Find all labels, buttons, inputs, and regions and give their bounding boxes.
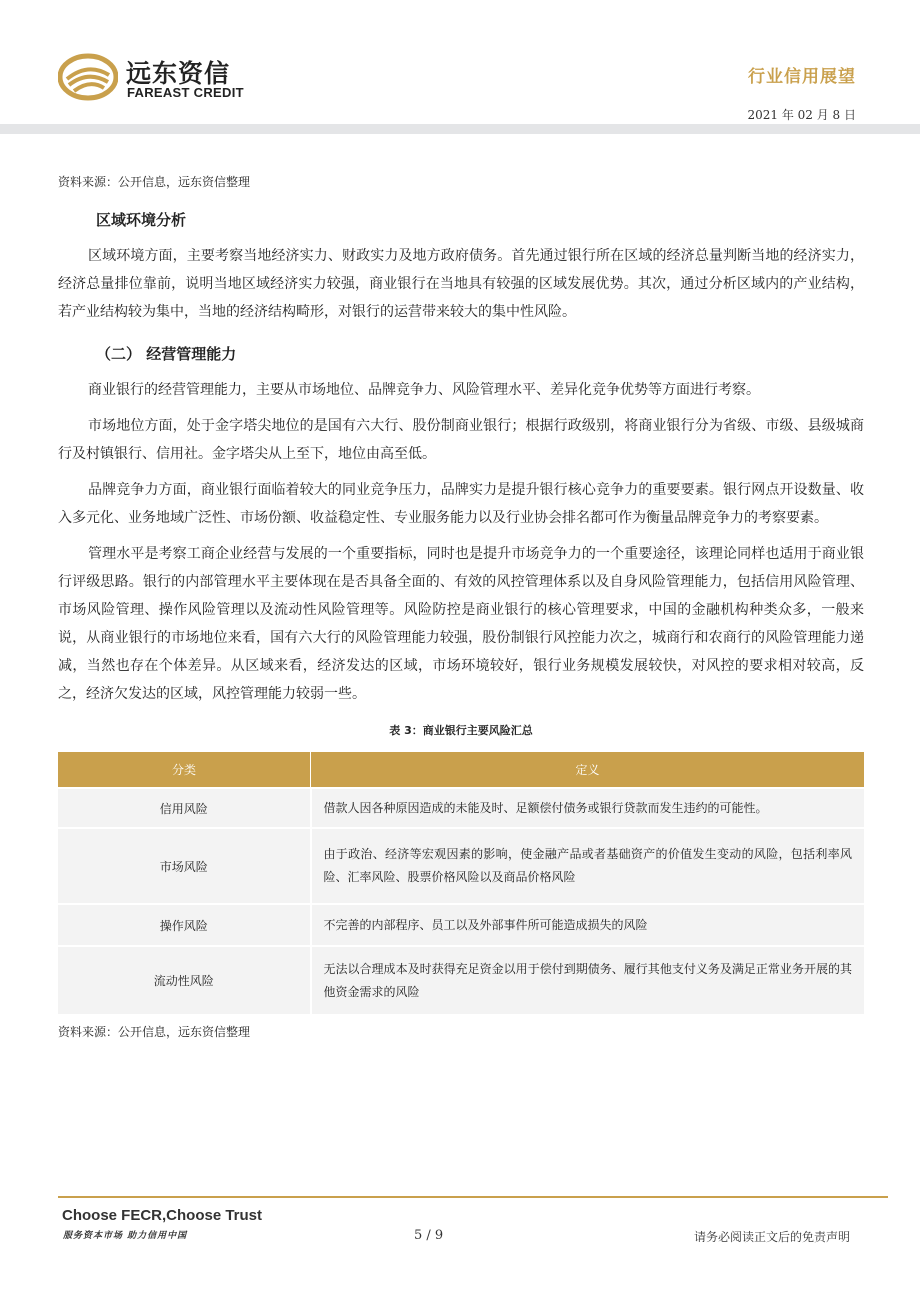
risk-category: 操作风险 bbox=[58, 904, 311, 946]
report-category-title: 行业信用展望 bbox=[748, 67, 856, 87]
source-note-top: 资料来源：公开信息，远东资信整理 bbox=[58, 175, 251, 189]
paragraph-management-intro: 商业银行的经营管理能力，主要从市场地位、品牌竞争力、风险管理水平、差异化竞争优势等方面进行考察。 bbox=[88, 382, 760, 398]
risk-definition: 借款人因各种原因造成的未能及时、足额偿付债务或银行贷款而发生违约的可能性。 bbox=[311, 788, 865, 828]
table-header-definition: 定义 bbox=[311, 752, 865, 788]
page-header bbox=[0, 0, 920, 132]
paragraph-market-position: 市场地位方面，处于金字塔尖地位的是国有六大行、股份制商业银行；根据行政级别，将商业银行分为省级、市级、县级城商行及村镇银行、信用社。金字塔尖从上至下，地位由高至低。 bbox=[58, 418, 864, 462]
paragraph-brand-competitiveness: 品牌竞争力方面，商业银行面临着较大的同业竞争压力，品牌实力是提升银行核心竞争力的重要要素。银行网点开设数量、收入多元化、业务地域广泛性、市场份额、收益稳定性、专业服务能力以及行业协会排名都可作为衡量品牌竞争力的考察要素。 bbox=[58, 482, 864, 526]
table-row bbox=[58, 828, 864, 904]
table-header-category: 分类 bbox=[58, 752, 311, 788]
risk-category: 信用风险 bbox=[58, 788, 311, 828]
risk-definition: 由于政治、经济等宏观因素的影响，使金融产品或者基础资产的价值发生变动的风险，包括利率风险、汇率风险、股票价格风险以及商品价格风险 bbox=[311, 828, 865, 904]
table-row bbox=[58, 904, 864, 946]
footer-disclaimer: 请务必阅读正文后的免责声明 bbox=[693, 1230, 850, 1244]
risk-summary-table bbox=[58, 752, 864, 1014]
risk-definition: 不完善的内部程序、员工以及外部事件所可能造成损失的风险 bbox=[311, 904, 865, 946]
source-note-bottom: 资料来源：公开信息，远东资信整理 bbox=[58, 1025, 251, 1039]
table-header-row bbox=[58, 752, 864, 788]
paragraph-region: 区域环境方面，主要考察当地经济实力、财政实力及地方政府债务。首先通过银行所在区域的经济总量判断当地的经济实力，经济总量排位靠前，说明当地区域经济实力较强，商业银行在当地具有较强的区域发展优势。其次，通过分析区域内的产业结构，若产业结构较为集中，当地的经济结构畸形，对银行的运营带来较大的集中性风险。 bbox=[58, 248, 864, 320]
section-title-management: （二） 经营管理能力 bbox=[96, 345, 237, 363]
risk-definition: 无法以合理成本及时获得充足资金以用于偿付到期债务、履行其他支付义务及满足正常业务开展的其他资金需求的风险 bbox=[311, 946, 865, 1014]
fareast-logo-icon bbox=[58, 52, 118, 102]
header-divider-band bbox=[0, 124, 920, 134]
logo-chinese-name: 远东资信 bbox=[126, 59, 231, 88]
document-body bbox=[58, 172, 864, 1042]
logo-english-name: FAREAST CREDIT bbox=[127, 85, 244, 100]
footer-slogan-english: Choose FECR,Choose Trust bbox=[62, 1207, 263, 1224]
report-date: 2021 年 02 月 8 日 bbox=[747, 108, 856, 122]
footer-slogan-chinese: 服务资本市场 助力信用中国 bbox=[63, 1231, 188, 1241]
risk-category: 流动性风险 bbox=[58, 946, 311, 1014]
table-row bbox=[58, 788, 864, 828]
table-row bbox=[58, 946, 864, 1014]
paragraph-management-level: 管理水平是考察工商企业经营与发展的一个重要指标，同时也是提升市场竞争力的一个重要途径，该理论同样也适用于商业银行评级思路。银行的内部管理水平主要体现在是否具备全面的、有效的风控管理体系以及自身风险管理能力，包括信用风险管理、市场风险管理、操作风险管理以及流动性风险管理等。风险防控是商业银行的核心管理要求，中国的金融机构种类众多，一般来说，从商业银行的市场地位来看，国有六大行的风险管理能力较强，股份制银行风控能力次之，城商行和农商行的风险管理能力递减，当然也存在个体差异。从区域来看，经济发达的区域，市场环境较好，银行业务规模发展较快，对风控的要求相对较高，反之，经济欠发达的区域，风控管理能力较弱一些。 bbox=[58, 546, 864, 702]
section-title-region: 区域环境分析 bbox=[96, 211, 187, 229]
page-number: 5 / 9 bbox=[414, 1228, 444, 1243]
risk-category: 市场风险 bbox=[58, 828, 311, 904]
table-caption: 表 3：商业银行主要风险汇总 bbox=[389, 724, 533, 737]
footer-divider bbox=[58, 1196, 888, 1198]
